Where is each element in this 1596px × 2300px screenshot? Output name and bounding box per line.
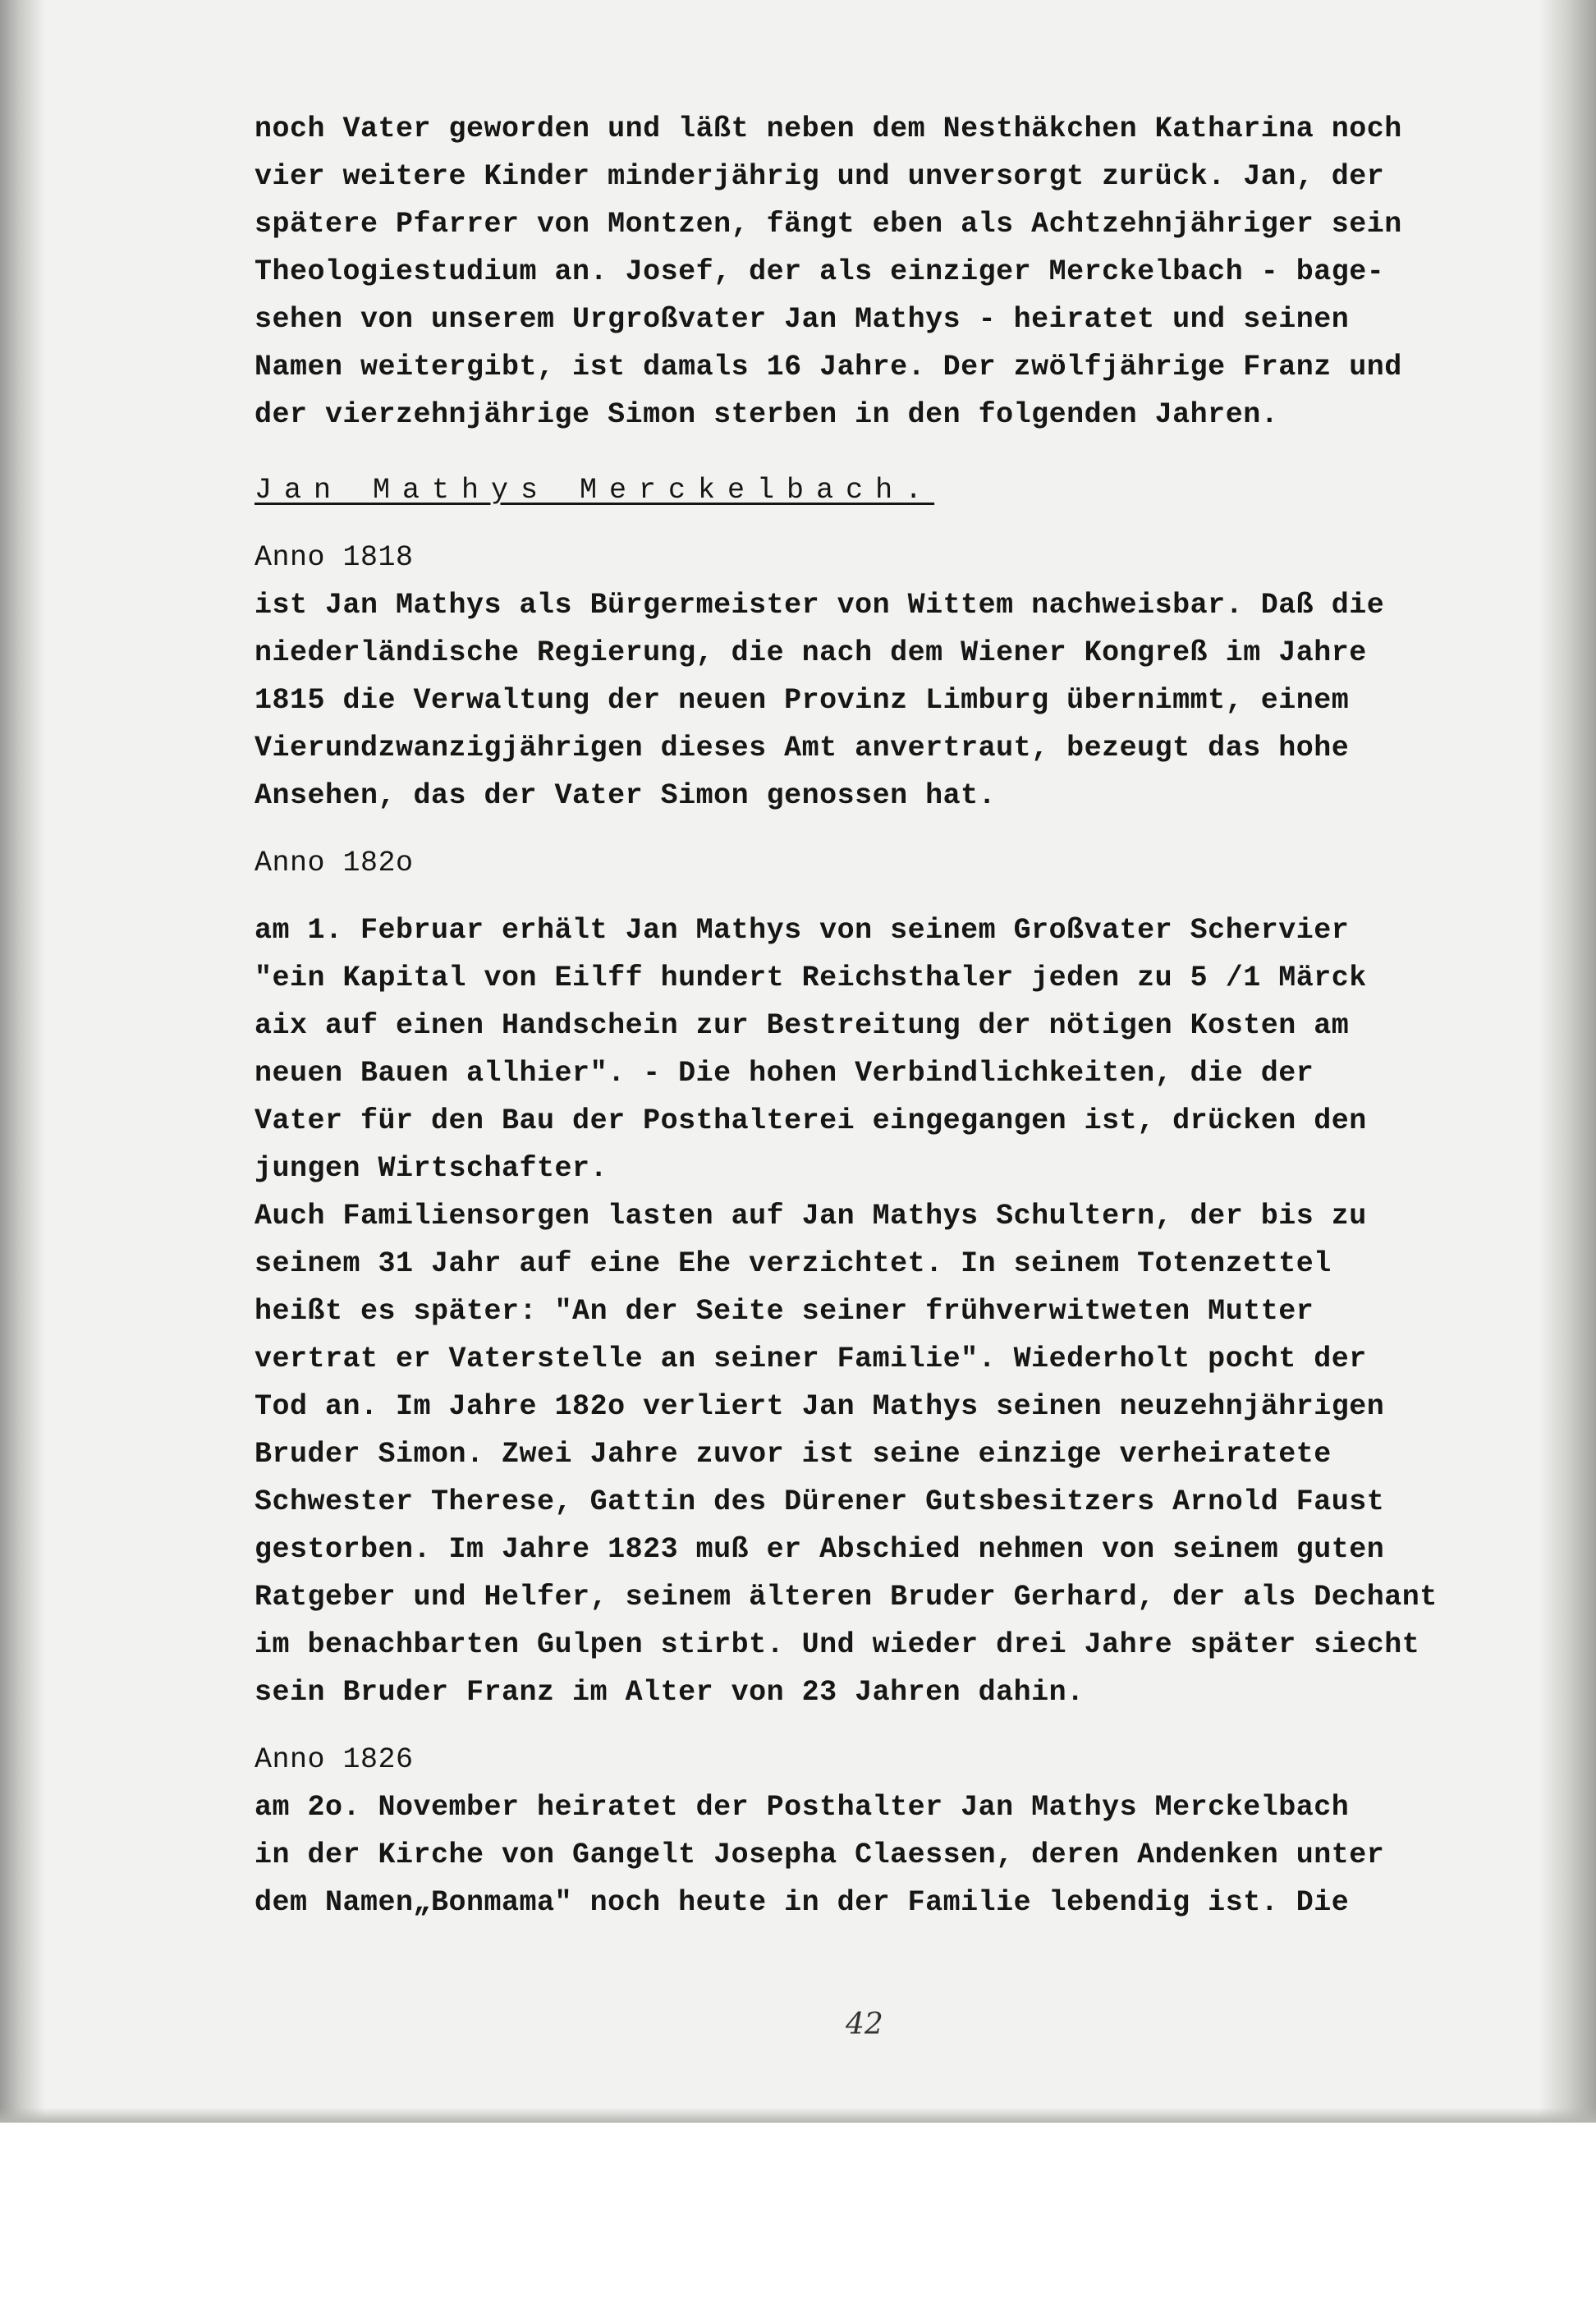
text-line: Ansehen, das der Vater Simon genossen hat. xyxy=(255,779,997,812)
section-anno-1820 xyxy=(255,839,1585,1716)
text-line: Ratgeber und Helfer, seinem älteren Bruder Gerhard, der als Dechant xyxy=(255,1581,1438,1614)
paragraph-intro xyxy=(255,105,1585,438)
text-line: Vater für den Bau der Posthalterei eingegangen ist, drücken den xyxy=(255,1104,1367,1137)
text-line: Vierundzwanzigjährigen dieses Amt anvertraut, bezeugt das hohe xyxy=(255,732,1350,764)
text-line: am 1. Februar erhält Jan Mathys von seinem Großvater Schervier xyxy=(255,914,1350,947)
text-line: aix auf einen Handschein zur Bestreitung der nötigen Kosten am xyxy=(255,1009,1350,1042)
text-line: Schwester Therese, Gattin des Dürener Gutsbesitzers Arnold Faust xyxy=(255,1485,1385,1518)
text-line: der vierzehnjährige Simon sterben in den folgenden Jahren. xyxy=(255,398,1279,431)
scan-shadow-left xyxy=(0,0,45,2123)
scan-shadow-bottom xyxy=(0,2108,1596,2123)
year-label: Anno 1826 xyxy=(255,1743,414,1776)
text-line: vier weitere Kinder minderjährig und unversorgt zurück. Jan, der xyxy=(255,160,1385,193)
text-line: in der Kirche von Gangelt Josepha Claessen, deren Andenken unter xyxy=(255,1839,1385,1871)
text-line: vertrat er Vaterstelle an seiner Familie". Wiederholt pocht der xyxy=(255,1343,1367,1375)
text-line: spätere Pfarrer von Montzen, fängt eben als Achtzehnjähriger sein xyxy=(255,208,1402,241)
section-anno-1818 xyxy=(255,534,1585,819)
text-line: Bruder Simon. Zwei Jahre zuvor ist seine einzige verheiratete xyxy=(255,1438,1332,1471)
section-anno-1826 xyxy=(255,1736,1585,1926)
text-line: Tod an. Im Jahre 182o verliert Jan Mathys seinen neuzehnjährigen xyxy=(255,1390,1385,1423)
text-line: Theologiestudium an. Josef, der als einziger Merckelbach - bage- xyxy=(255,255,1385,288)
text-line: 1815 die Verwaltung der neuen Provinz Limburg übernimmt, einem xyxy=(255,684,1350,717)
text-line: heißt es später: "An der Seite seiner frühverwitweten Mutter xyxy=(255,1295,1314,1328)
text-line: niederländische Regierung, die nach dem Wiener Kongreß im Jahre xyxy=(255,636,1367,669)
text-line: Auch Familiensorgen lasten auf Jan Mathys Schultern, der bis zu xyxy=(255,1200,1367,1233)
text-line: am 2o. November heiratet der Posthalter Jan Mathys Merckelbach xyxy=(255,1791,1350,1824)
section-heading: Jan Mathys Merckelbach. xyxy=(255,474,935,507)
text-line: dem Namen„Bonmama" noch heute in der Familie lebendig ist. Die xyxy=(255,1886,1350,1919)
text-line: sein Bruder Franz im Alter von 23 Jahren dahin. xyxy=(255,1676,1085,1709)
text-line: "ein Kapital von Eilff hundert Reichsthaler jeden zu 5 /1 Märck xyxy=(255,962,1367,994)
text-line: neuen Bauen allhier". - Die hohen Verbindlichkeiten, die der xyxy=(255,1057,1314,1090)
typewritten-text xyxy=(255,105,1585,1926)
text-line: gestorben. Im Jahre 1823 muß er Abschied nehmen von seinem guten xyxy=(255,1533,1385,1566)
text-line: Namen weitergibt, ist damals 16 Jahre. Der zwölfjährige Franz und xyxy=(255,351,1402,383)
page-number: 42 xyxy=(846,2008,883,2041)
text-line: noch Vater geworden und läßt neben dem Nesthäkchen Katharina noch xyxy=(255,112,1402,145)
text-line: sehen von unserem Urgroßvater Jan Mathys - heiratet und seinen xyxy=(255,303,1350,336)
text-line: im benachbarten Gulpen stirbt. Und wieder drei Jahre später siecht xyxy=(255,1628,1420,1661)
year-label: Anno 182o xyxy=(255,847,414,879)
year-label: Anno 1818 xyxy=(255,541,414,574)
text-line: seinem 31 Jahr auf eine Ehe verzichtet. In seinem Totenzettel xyxy=(255,1247,1332,1280)
text-line: jungen Wirtschafter. xyxy=(255,1152,608,1185)
text-line: ist Jan Mathys als Bürgermeister von Wittem nachweisbar. Daß die xyxy=(255,589,1385,622)
